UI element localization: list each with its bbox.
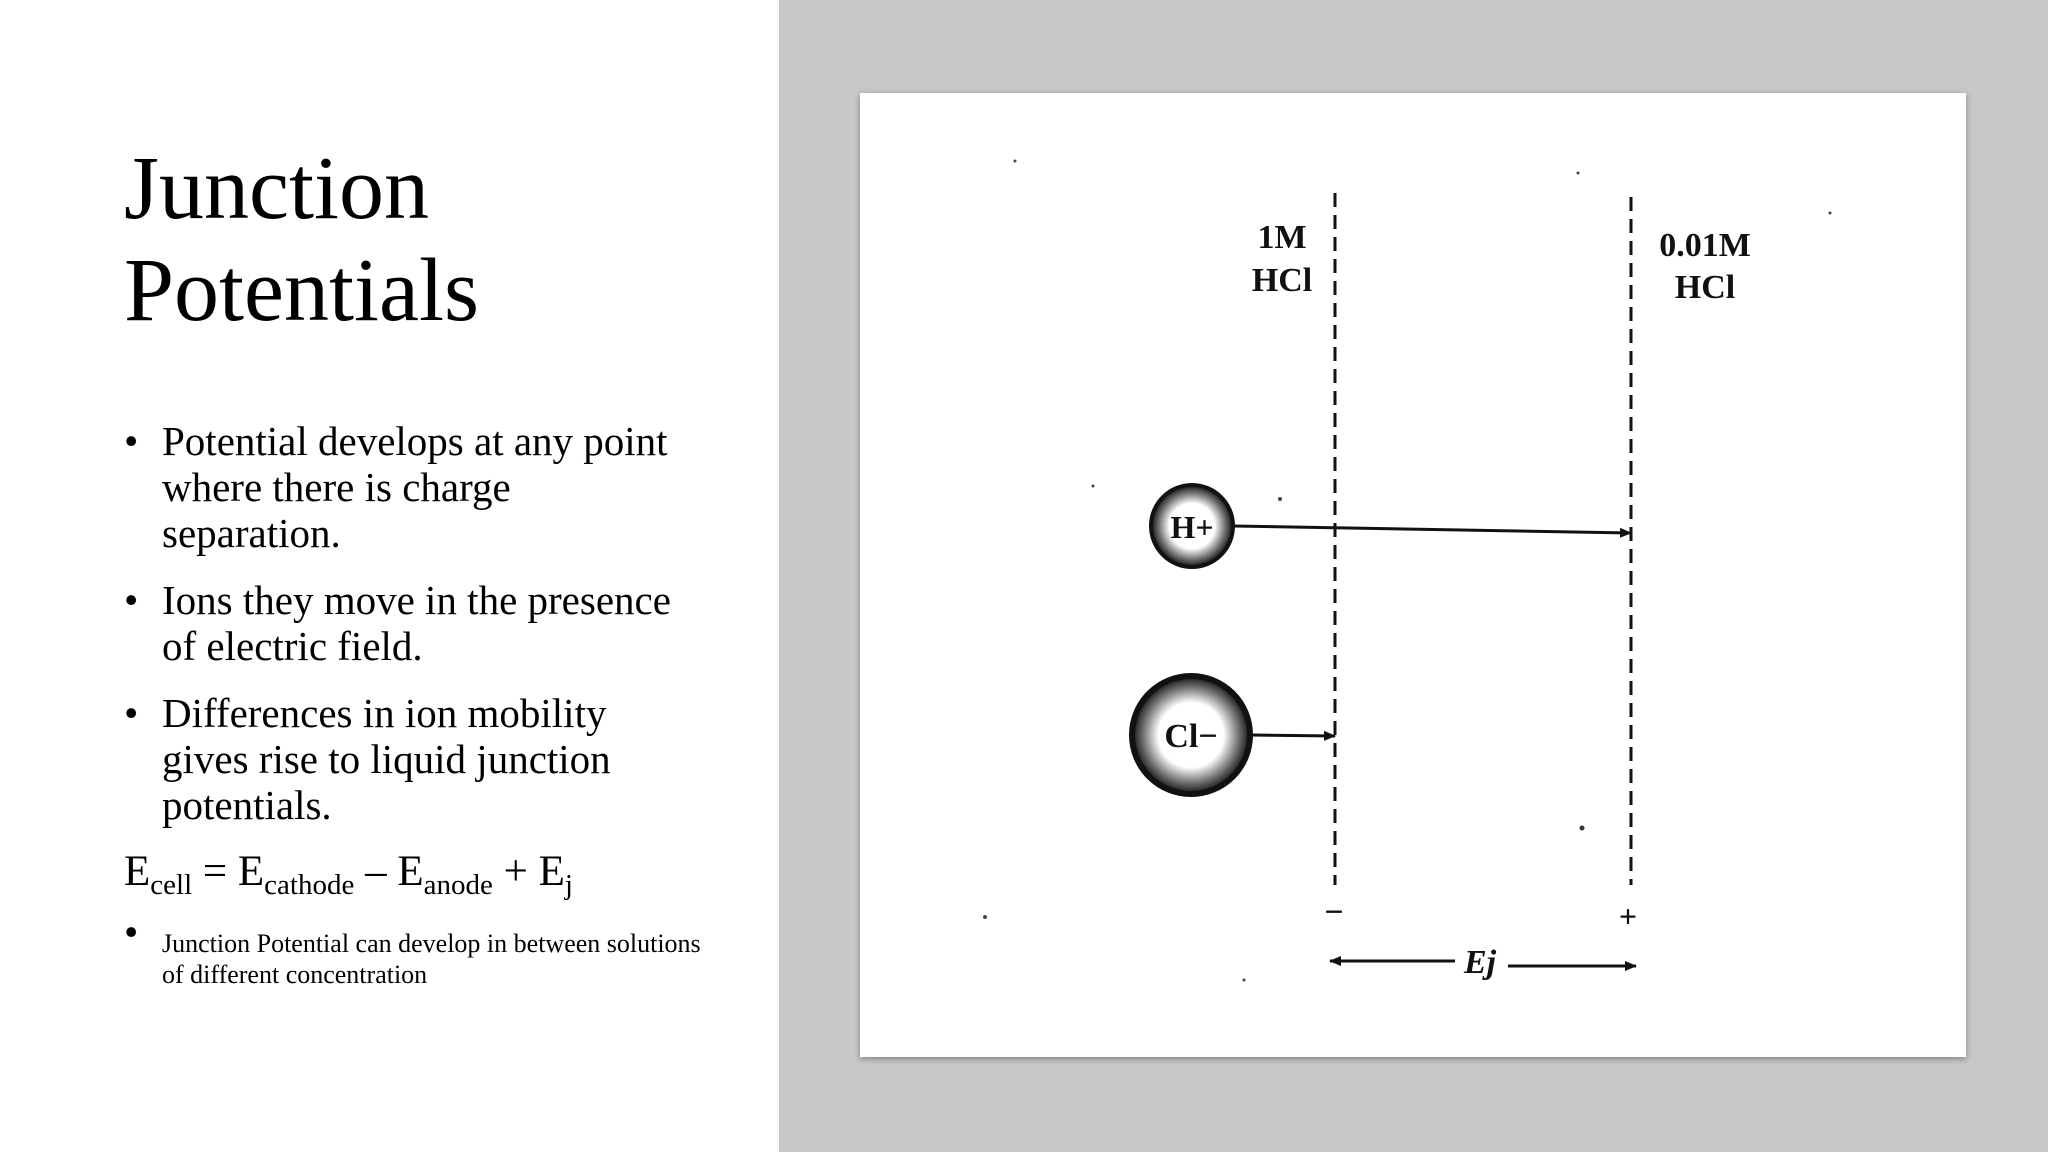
eq-subscript: j: [564, 869, 573, 901]
bullet-text: Potential develops at any point where there is charge separation.: [162, 418, 668, 556]
scan-speck: [1092, 485, 1095, 488]
eq-term: E: [124, 848, 151, 895]
bullet-dot: •: [124, 909, 139, 955]
chloride-ion-arrow: [1251, 735, 1335, 736]
left-solution-label: HCl: [1251, 262, 1313, 299]
bullet-item: [124, 690, 684, 828]
chloride-ion-label: Cl−: [1164, 718, 1218, 755]
junction-diagram: [860, 93, 1966, 1057]
bullet-dot: •: [124, 690, 139, 736]
scan-speck: [1577, 172, 1580, 175]
scan-speck: [983, 915, 987, 919]
bullet-list: [124, 418, 684, 849]
junction-potential-label: Ej: [1463, 944, 1497, 981]
title-line-2: Potentials: [124, 241, 479, 340]
eq-term: – E: [354, 848, 424, 895]
left-concentration-label: 1M: [1257, 219, 1307, 256]
eq-term: + E: [492, 848, 565, 895]
junction-diagram-figure: [860, 93, 1966, 1057]
bullet-item: [124, 418, 684, 556]
slide-title: [124, 138, 724, 342]
eq-subscript: cell: [150, 869, 193, 901]
right-solution-label: HCl: [1674, 269, 1736, 306]
chloride-ion: [1132, 676, 1250, 794]
small-bullet-text: Junction Potential can develop in between solutions of different concentration: [162, 929, 701, 989]
bullet-text: Ions they move in the presence of electric field.: [162, 577, 671, 669]
scan-speck: [1014, 160, 1017, 163]
bullet-dot: •: [124, 418, 139, 464]
bullet-dot: •: [124, 577, 139, 623]
scan-speck: [1278, 497, 1282, 501]
cell-potential-equation: [124, 846, 573, 901]
hydrogen-ion-label: H+: [1170, 509, 1214, 545]
eq-subscript: cathode: [264, 869, 355, 901]
eq-term: = E: [192, 848, 265, 895]
minus-sign: −: [1324, 894, 1344, 931]
bullet-item: [124, 577, 684, 669]
eq-subscript: anode: [423, 869, 493, 901]
hydrogen-ion: [1151, 485, 1233, 567]
right-concentration-label: 0.01M: [1659, 227, 1751, 264]
title-line-1: Junction: [124, 139, 429, 238]
plus-sign: +: [1618, 898, 1638, 934]
scan-speck: [1580, 826, 1585, 831]
bullet-text: Differences in ion mobility gives rise to liquid junction potentials.: [162, 690, 611, 828]
hydrogen-ion-arrow: [1234, 526, 1631, 533]
text-panel: [0, 0, 779, 1152]
scan-speck: [1243, 979, 1246, 982]
scan-speck: [1829, 212, 1832, 215]
